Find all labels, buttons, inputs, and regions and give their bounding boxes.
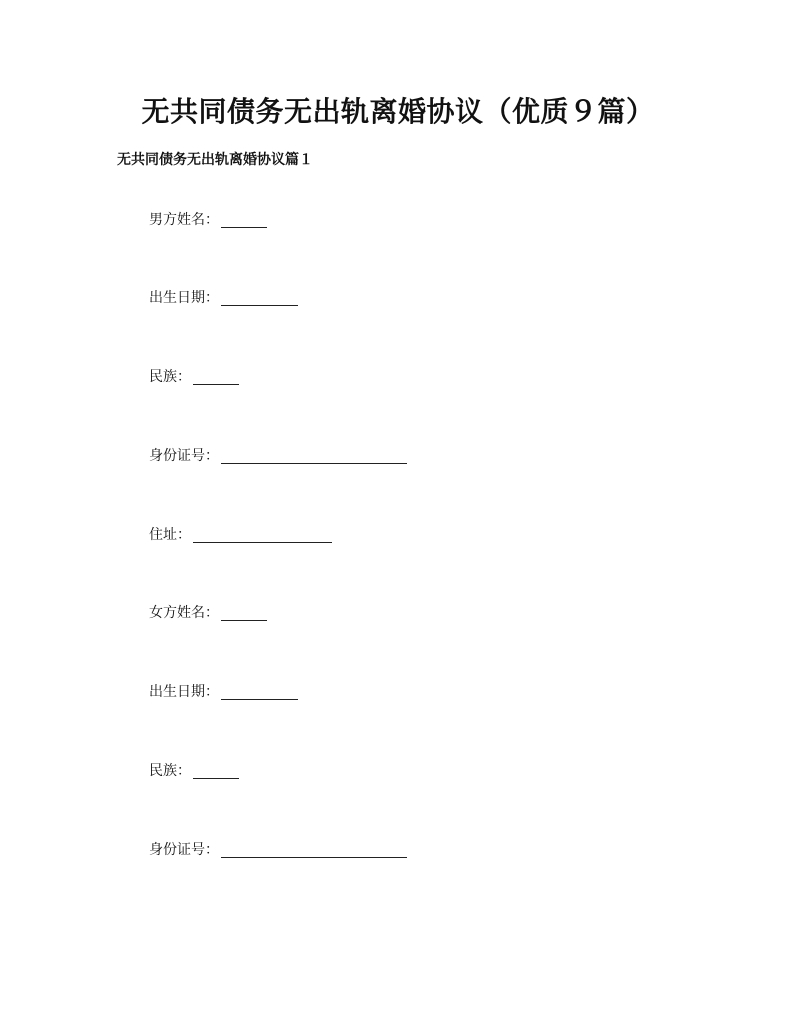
field-label: 出生日期： <box>149 684 219 700</box>
blank-line <box>193 370 239 385</box>
field-label: 身份证号： <box>149 448 219 464</box>
field-female-birthdate <box>149 682 298 702</box>
field-label: 女方姓名： <box>149 605 219 621</box>
field-address <box>149 525 332 545</box>
field-label: 身份证号： <box>149 842 219 858</box>
field-male-id-number <box>149 446 407 466</box>
field-female-ethnicity <box>149 761 239 781</box>
blank-line <box>221 685 298 700</box>
field-label: 民族： <box>149 369 191 385</box>
field-female-name <box>149 603 267 623</box>
blank-line <box>221 843 407 858</box>
field-male-ethnicity <box>149 367 239 387</box>
field-label: 出生日期： <box>149 290 219 306</box>
blank-line <box>221 449 407 464</box>
blank-line <box>193 764 239 779</box>
blank-line <box>221 213 267 228</box>
field-label: 住址： <box>149 527 191 543</box>
field-female-id-number <box>149 840 407 860</box>
blank-line <box>221 606 267 621</box>
field-label: 民族： <box>149 763 191 779</box>
field-male-birthdate <box>149 288 298 308</box>
field-male-name <box>149 210 267 230</box>
section-heading: 无共同债务无出轨离婚协议篇１ <box>117 152 313 168</box>
field-label: 男方姓名： <box>149 212 219 228</box>
document-title: 无共同债务无出轨离婚协议（优质９篇） <box>141 95 655 128</box>
blank-line <box>221 291 298 306</box>
blank-line <box>193 528 332 543</box>
